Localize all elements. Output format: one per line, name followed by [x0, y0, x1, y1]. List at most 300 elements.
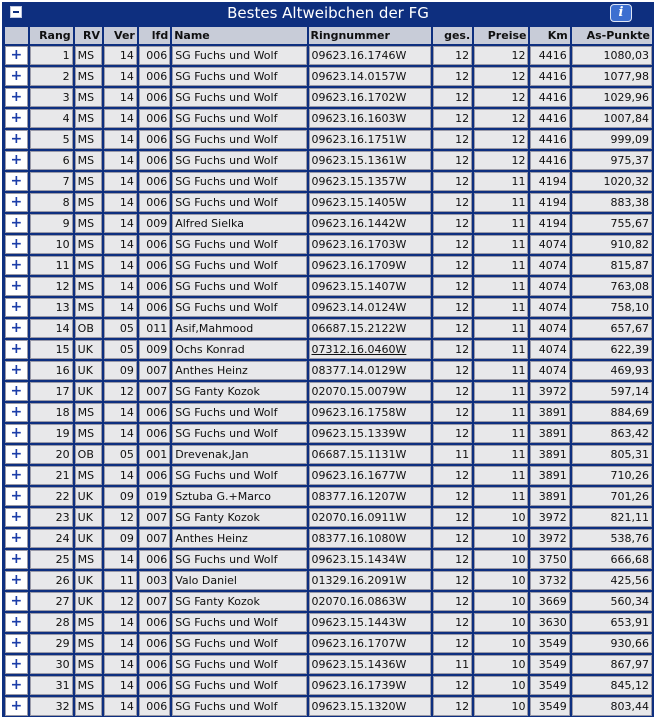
- cell-lfd: 006: [139, 676, 170, 695]
- col-header-lfd[interactable]: lfd: [139, 27, 170, 44]
- cell-ver: 12: [104, 508, 137, 527]
- expand-row-button[interactable]: +: [5, 592, 28, 611]
- expand-row-button[interactable]: +: [5, 613, 28, 632]
- table-header-row: [5, 27, 652, 44]
- cell-km: 3750: [530, 550, 569, 569]
- cell-preise: 10: [474, 571, 528, 590]
- cell-rang: 22: [30, 487, 73, 506]
- cell-ringnummer: 08377.16.1207W: [309, 487, 432, 506]
- cell-rv: MS: [75, 235, 102, 254]
- cell-ver: 05: [104, 319, 137, 338]
- cell-lfd: 007: [139, 529, 170, 548]
- cell-as-punkte: 975,37: [572, 151, 652, 170]
- results-table: [3, 25, 654, 718]
- cell-rang: 7: [30, 172, 73, 191]
- cell-ver: 14: [104, 550, 137, 569]
- expand-row-button[interactable]: +: [5, 634, 28, 653]
- cell-preise: 10: [474, 508, 528, 527]
- cell-as-punkte: 884,69: [572, 403, 652, 422]
- expand-row-button[interactable]: +: [5, 466, 28, 485]
- table-row: [5, 634, 652, 653]
- cell-rang: 5: [30, 130, 73, 149]
- cell-as-punkte: 763,08: [572, 277, 652, 296]
- expand-row-button[interactable]: +: [5, 445, 28, 464]
- cell-preise: 11: [474, 403, 528, 422]
- cell-ver: 14: [104, 130, 137, 149]
- cell-preise: 12: [474, 151, 528, 170]
- cell-ringnummer: 09623.16.1746W: [309, 46, 432, 65]
- cell-ver: 14: [104, 697, 137, 716]
- cell-lfd: 006: [139, 277, 170, 296]
- table-row: [5, 214, 652, 233]
- table-row: [5, 67, 652, 86]
- cell-ges: 12: [433, 235, 472, 254]
- cell-ges: 12: [433, 466, 472, 485]
- panel-title: Bestes Altweibchen der FG: [227, 4, 429, 22]
- col-header-ver[interactable]: Ver: [104, 27, 137, 44]
- col-header-ges[interactable]: ges.: [433, 27, 472, 44]
- cell-ges: 12: [433, 214, 472, 233]
- cell-ges: 12: [433, 634, 472, 653]
- cell-km: 4074: [530, 277, 569, 296]
- cell-as-punkte: 1029,96: [572, 88, 652, 107]
- cell-as-punkte: 867,97: [572, 655, 652, 674]
- cell-rang: 12: [30, 277, 73, 296]
- cell-rang: 30: [30, 655, 73, 674]
- cell-ges: 12: [433, 340, 472, 359]
- panel-titlebar: [2, 2, 654, 24]
- cell-rang: 17: [30, 382, 73, 401]
- cell-rv: UK: [75, 571, 102, 590]
- cell-lfd: 006: [139, 193, 170, 212]
- cell-preise: 12: [474, 46, 528, 65]
- cell-name: SG Fuchs und Wolf: [172, 256, 306, 275]
- cell-ver: 14: [104, 88, 137, 107]
- cell-lfd: 006: [139, 655, 170, 674]
- cell-ringnummer: 02070.16.0863W: [309, 592, 432, 611]
- cell-lfd: 019: [139, 487, 170, 506]
- cell-lfd: 006: [139, 67, 170, 86]
- expand-row-button[interactable]: +: [5, 340, 28, 359]
- cell-rang: 20: [30, 445, 73, 464]
- cell-as-punkte: 758,10: [572, 298, 652, 317]
- cell-rv: OB: [75, 445, 102, 464]
- cell-ges: 12: [433, 361, 472, 380]
- cell-name: SG Fuchs und Wolf: [172, 655, 306, 674]
- cell-name: SG Fuchs und Wolf: [172, 613, 306, 632]
- cell-ver: 14: [104, 466, 137, 485]
- cell-rang: 3: [30, 88, 73, 107]
- cell-preise: 11: [474, 487, 528, 506]
- cell-km: 4074: [530, 361, 569, 380]
- expand-row-button[interactable]: +: [5, 382, 28, 401]
- cell-preise: 10: [474, 634, 528, 653]
- cell-name: Anthes Heinz: [172, 529, 306, 548]
- table-row: [5, 592, 652, 611]
- expand-row-button[interactable]: +: [5, 697, 28, 716]
- cell-preise: 11: [474, 361, 528, 380]
- cell-name: SG Fuchs und Wolf: [172, 235, 306, 254]
- cell-ges: 11: [433, 655, 472, 674]
- cell-preise: 12: [474, 88, 528, 107]
- cell-km: 4074: [530, 319, 569, 338]
- cell-rang: 31: [30, 676, 73, 695]
- expand-row-button[interactable]: +: [5, 235, 28, 254]
- expand-row-button[interactable]: +: [5, 487, 28, 506]
- cell-name: SG Fanty Kozok: [172, 592, 306, 611]
- cell-lfd: 006: [139, 298, 170, 317]
- table-row: [5, 235, 652, 254]
- cell-preise: 12: [474, 130, 528, 149]
- cell-ver: 14: [104, 298, 137, 317]
- cell-km: 4416: [530, 88, 569, 107]
- cell-km: 4194: [530, 172, 569, 191]
- info-icon[interactable]: i: [610, 4, 632, 22]
- expand-row-button[interactable]: +: [5, 550, 28, 569]
- cell-rang: 1: [30, 46, 73, 65]
- cell-ver: 05: [104, 340, 137, 359]
- cell-ver: 14: [104, 67, 137, 86]
- cell-rv: MS: [75, 88, 102, 107]
- cell-lfd: 009: [139, 340, 170, 359]
- cell-ringnummer: 09623.15.1407W: [309, 277, 432, 296]
- expand-row-button[interactable]: +: [5, 508, 28, 527]
- cell-ges: 12: [433, 67, 472, 86]
- table-row: [5, 109, 652, 128]
- cell-ringnummer: 01329.16.2091W: [309, 571, 432, 590]
- table-row: [5, 151, 652, 170]
- table-row: [5, 445, 652, 464]
- cell-km: 4074: [530, 340, 569, 359]
- cell-preise: 10: [474, 655, 528, 674]
- cell-km: 4194: [530, 193, 569, 212]
- cell-lfd: 007: [139, 592, 170, 611]
- cell-rang: 9: [30, 214, 73, 233]
- cell-rv: MS: [75, 151, 102, 170]
- collapse-button[interactable]: [10, 6, 22, 18]
- cell-rang: 23: [30, 508, 73, 527]
- table-row: [5, 172, 652, 191]
- cell-ges: 12: [433, 403, 472, 422]
- table-row: [5, 655, 652, 674]
- cell-ringnummer: 09623.16.1709W: [309, 256, 432, 275]
- table-row: [5, 340, 652, 359]
- cell-lfd: 006: [139, 634, 170, 653]
- expand-row-button[interactable]: +: [5, 172, 28, 191]
- cell-as-punkte: 803,44: [572, 697, 652, 716]
- cell-lfd: 006: [139, 46, 170, 65]
- cell-as-punkte: 425,56: [572, 571, 652, 590]
- cell-km: 3972: [530, 529, 569, 548]
- cell-km: 4074: [530, 235, 569, 254]
- cell-name: SG Fuchs und Wolf: [172, 109, 306, 128]
- cell-preise: 11: [474, 214, 528, 233]
- cell-name: Valo Daniel: [172, 571, 306, 590]
- cell-preise: 11: [474, 277, 528, 296]
- cell-preise: 12: [474, 109, 528, 128]
- cell-rang: 26: [30, 571, 73, 590]
- table-row: [5, 256, 652, 275]
- table-row: [5, 508, 652, 527]
- table-row: [5, 466, 652, 485]
- cell-preise: 10: [474, 550, 528, 569]
- cell-rv: UK: [75, 361, 102, 380]
- cell-preise: 11: [474, 424, 528, 443]
- cell-name: SG Fuchs und Wolf: [172, 151, 306, 170]
- expand-row-button[interactable]: +: [5, 214, 28, 233]
- cell-name: SG Fuchs und Wolf: [172, 277, 306, 296]
- cell-as-punkte: 883,38: [572, 193, 652, 212]
- cell-as-punkte: 1080,03: [572, 46, 652, 65]
- cell-km: 3732: [530, 571, 569, 590]
- cell-preise: 10: [474, 613, 528, 632]
- cell-preise: 12: [474, 67, 528, 86]
- cell-ver: 14: [104, 46, 137, 65]
- cell-km: 3891: [530, 487, 569, 506]
- cell-rang: 2: [30, 67, 73, 86]
- cell-as-punkte: 538,76: [572, 529, 652, 548]
- expand-row-button[interactable]: +: [5, 361, 28, 380]
- cell-rv: MS: [75, 277, 102, 296]
- col-header-as-punkte[interactable]: As-Punkte: [572, 27, 652, 44]
- cell-km: 4416: [530, 109, 569, 128]
- expand-row-button[interactable]: +: [5, 403, 28, 422]
- cell-rv: MS: [75, 46, 102, 65]
- cell-as-punkte: 863,42: [572, 424, 652, 443]
- cell-rv: OB: [75, 319, 102, 338]
- cell-as-punkte: 1007,84: [572, 109, 652, 128]
- cell-ringnummer: 09623.15.1339W: [309, 424, 432, 443]
- col-header-ringnummer[interactable]: Ringnummer: [309, 27, 432, 44]
- cell-ringnummer: 09623.15.1434W: [309, 550, 432, 569]
- cell-rang: 13: [30, 298, 73, 317]
- expand-row-button[interactable]: +: [5, 298, 28, 317]
- cell-name: SG Fuchs und Wolf: [172, 172, 306, 191]
- cell-name: SG Fuchs und Wolf: [172, 424, 306, 443]
- table-row: [5, 403, 652, 422]
- table-row: [5, 529, 652, 548]
- cell-preise: 11: [474, 466, 528, 485]
- col-header-rang[interactable]: Rang: [30, 27, 73, 44]
- cell-km: 3549: [530, 697, 569, 716]
- cell-ges: 12: [433, 130, 472, 149]
- cell-rv: UK: [75, 340, 102, 359]
- cell-ver: 14: [104, 235, 137, 254]
- table-row: [5, 697, 652, 716]
- table-row: [5, 193, 652, 212]
- expand-row-button[interactable]: +: [5, 151, 28, 170]
- expand-row-button[interactable]: +: [5, 319, 28, 338]
- cell-rv: UK: [75, 508, 102, 527]
- cell-ringnummer: 02070.16.0911W: [309, 508, 432, 527]
- cell-rang: 24: [30, 529, 73, 548]
- cell-lfd: 006: [139, 466, 170, 485]
- cell-ver: 14: [104, 214, 137, 233]
- expand-row-button[interactable]: +: [5, 424, 28, 443]
- cell-lfd: 006: [139, 697, 170, 716]
- cell-name: Drevenak,Jan: [172, 445, 306, 464]
- cell-lfd: 006: [139, 130, 170, 149]
- cell-as-punkte: 657,67: [572, 319, 652, 338]
- cell-lfd: 006: [139, 109, 170, 128]
- cell-km: 3891: [530, 424, 569, 443]
- cell-rang: 21: [30, 466, 73, 485]
- cell-km: 4416: [530, 46, 569, 65]
- col-header-rv[interactable]: RV: [75, 27, 102, 44]
- cell-ringnummer: 09623.15.1405W: [309, 193, 432, 212]
- cell-rv: MS: [75, 550, 102, 569]
- cell-as-punkte: 710,26: [572, 466, 652, 485]
- cell-ges: 11: [433, 445, 472, 464]
- cell-km: 3972: [530, 508, 569, 527]
- cell-ringnummer: 09623.16.1703W: [309, 235, 432, 254]
- cell-km: 3891: [530, 466, 569, 485]
- cell-preise: 11: [474, 298, 528, 317]
- cell-ringnummer: 09623.15.1361W: [309, 151, 432, 170]
- cell-ver: 09: [104, 529, 137, 548]
- cell-ges: 12: [433, 277, 472, 296]
- cell-preise: 11: [474, 382, 528, 401]
- cell-ver: 14: [104, 277, 137, 296]
- cell-rang: 18: [30, 403, 73, 422]
- cell-rv: MS: [75, 613, 102, 632]
- cell-lfd: 006: [139, 613, 170, 632]
- cell-ver: 12: [104, 592, 137, 611]
- table-row: [5, 487, 652, 506]
- cell-ges: 12: [433, 172, 472, 191]
- cell-as-punkte: 1020,32: [572, 172, 652, 191]
- table-row: [5, 613, 652, 632]
- cell-ver: 11: [104, 571, 137, 590]
- cell-preise: 10: [474, 529, 528, 548]
- cell-lfd: 007: [139, 361, 170, 380]
- cell-as-punkte: 910,82: [572, 235, 652, 254]
- cell-ges: 12: [433, 613, 472, 632]
- cell-lfd: 006: [139, 550, 170, 569]
- cell-ges: 12: [433, 109, 472, 128]
- cell-name: SG Fanty Kozok: [172, 508, 306, 527]
- cell-ges: 12: [433, 382, 472, 401]
- expand-row-button[interactable]: +: [5, 130, 28, 149]
- cell-rv: UK: [75, 382, 102, 401]
- cell-lfd: 007: [139, 508, 170, 527]
- table-row: [5, 319, 652, 338]
- cell-rv: MS: [75, 298, 102, 317]
- cell-as-punkte: 755,67: [572, 214, 652, 233]
- cell-ges: 12: [433, 151, 472, 170]
- cell-rang: 6: [30, 151, 73, 170]
- cell-km: 4074: [530, 298, 569, 317]
- col-header-name[interactable]: Name: [172, 27, 306, 44]
- cell-ges: 12: [433, 550, 472, 569]
- table-row: [5, 88, 652, 107]
- cell-lfd: 003: [139, 571, 170, 590]
- cell-ges: 12: [433, 571, 472, 590]
- cell-lfd: 006: [139, 172, 170, 191]
- cell-as-punkte: 560,34: [572, 592, 652, 611]
- cell-as-punkte: 701,26: [572, 487, 652, 506]
- cell-ver: 14: [104, 634, 137, 653]
- cell-as-punkte: 845,12: [572, 676, 652, 695]
- cell-ringnummer: 09623.16.1603W: [309, 109, 432, 128]
- cell-ringnummer: 09623.16.1751W: [309, 130, 432, 149]
- cell-preise: 11: [474, 256, 528, 275]
- cell-ringnummer: 06687.15.1131W: [309, 445, 432, 464]
- cell-name: SG Fuchs und Wolf: [172, 130, 306, 149]
- cell-ges: 12: [433, 88, 472, 107]
- cell-preise: 11: [474, 445, 528, 464]
- cell-km: 4416: [530, 151, 569, 170]
- cell-rv: MS: [75, 697, 102, 716]
- cell-ringnummer: 09623.15.1436W: [309, 655, 432, 674]
- cell-ver: 09: [104, 487, 137, 506]
- cell-name: SG Fuchs und Wolf: [172, 298, 306, 317]
- cell-name: Alfred Sielka: [172, 214, 306, 233]
- cell-as-punkte: 805,31: [572, 445, 652, 464]
- cell-name: SG Fuchs und Wolf: [172, 550, 306, 569]
- cell-lfd: 009: [139, 214, 170, 233]
- cell-preise: 11: [474, 193, 528, 212]
- table-row: [5, 361, 652, 380]
- expand-row-button[interactable]: +: [5, 529, 28, 548]
- cell-name: SG Fuchs und Wolf: [172, 697, 306, 716]
- cell-ver: 14: [104, 676, 137, 695]
- cell-ringnummer: 09623.15.1320W: [309, 697, 432, 716]
- cell-rv: MS: [75, 655, 102, 674]
- table-row: [5, 571, 652, 590]
- table-row: [5, 298, 652, 317]
- cell-ringnummer: 08377.14.0129W: [309, 361, 432, 380]
- cell-rang: 29: [30, 634, 73, 653]
- expand-row-button[interactable]: +: [5, 655, 28, 674]
- cell-ringnummer: 02070.15.0079W: [309, 382, 432, 401]
- col-header-preise[interactable]: Preise: [474, 27, 528, 44]
- expand-row-button[interactable]: +: [5, 571, 28, 590]
- expand-row-button[interactable]: +: [5, 46, 28, 65]
- expand-row-button[interactable]: +: [5, 676, 28, 695]
- cell-km: 3549: [530, 655, 569, 674]
- cell-name: Ochs Konrad: [172, 340, 306, 359]
- expand-row-button[interactable]: +: [5, 193, 28, 212]
- cell-rv: UK: [75, 529, 102, 548]
- cell-km: 3549: [530, 676, 569, 695]
- expand-row-button[interactable]: +: [5, 109, 28, 128]
- cell-lfd: 006: [139, 256, 170, 275]
- cell-km: 3972: [530, 382, 569, 401]
- cell-ringnummer: 09623.14.0157W: [309, 67, 432, 86]
- cell-ringnummer: 09623.16.1442W: [309, 214, 432, 233]
- cell-as-punkte: 666,68: [572, 550, 652, 569]
- cell-as-punkte: 999,09: [572, 130, 652, 149]
- cell-rang: 16: [30, 361, 73, 380]
- expand-row-button[interactable]: +: [5, 88, 28, 107]
- cell-name: SG Fanty Kozok: [172, 382, 306, 401]
- expand-row-button[interactable]: +: [5, 67, 28, 86]
- cell-km: 3891: [530, 445, 569, 464]
- cell-preise: 11: [474, 235, 528, 254]
- cell-km: 3891: [530, 403, 569, 422]
- table-row: [5, 676, 652, 695]
- cell-rv: MS: [75, 172, 102, 191]
- expand-row-button[interactable]: +: [5, 277, 28, 296]
- col-header-km[interactable]: Km: [530, 27, 569, 44]
- cell-as-punkte: 653,91: [572, 613, 652, 632]
- cell-lfd: 007: [139, 382, 170, 401]
- cell-rv: MS: [75, 466, 102, 485]
- expand-row-button[interactable]: +: [5, 256, 28, 275]
- cell-rv: MS: [75, 214, 102, 233]
- cell-ver: 09: [104, 361, 137, 380]
